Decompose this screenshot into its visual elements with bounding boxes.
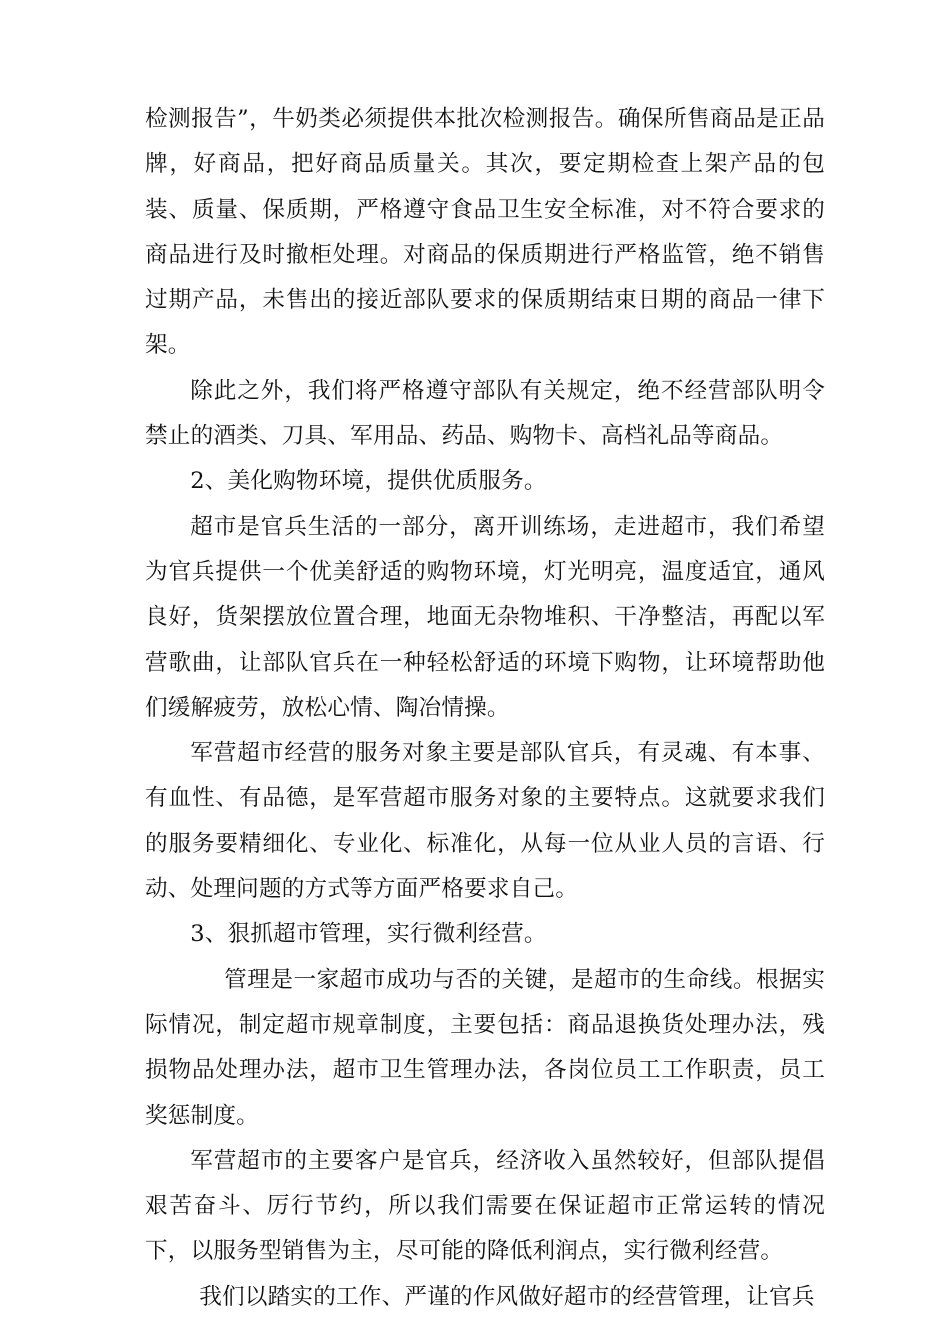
paragraph-quality-control: 检测报告”，牛奶类必须提供本批次检测报告。确保所售商品是正品牌，好商品，把好商品质量关。其次，要定期检查上架产品的包装、质量、保质期，严格遵守食品卫生安全标准，对不符合要求的商品进行及时撤柜处理。对商品的保质期进行严格监管，绝不销售过期产品，未售出的接近部队要求的保质期结束日期的商品一律下架。 bbox=[145, 106, 825, 359]
paragraph-prohibited-goods: 除此之外，我们将严格遵守部队有关规定，绝不经营部队明令禁止的酒类、刀具、军用品、药品、购物卡、高档礼品等商品。 bbox=[145, 377, 825, 450]
section-heading-management: 3、狠抓超市管理，实行微利经营。 bbox=[190, 921, 547, 948]
paragraph-shopping-environment: 超市是官兵生活的一部分，离开训练场，走进超市，我们希望为官兵提供一个优美舒适的购物环境，灯光明亮，温度适宜，通风良好，货架摆放位置合理，地面无杂物堆积、干净整洁，再配以军营歌曲，让部队官兵在一种轻松舒适的环境下购物，让环境帮助他们缓解疲劳，放松心情、陶冶情操。 bbox=[145, 513, 825, 721]
paragraph-management-rules: 管理是一家超市成功与否的关键，是超市的生命线。根据实际情况，制定超市规章制度，主要包括：商品退换货处理办法，残损物品处理办法，超市卫生管理办法，各岗位员工工作职责，员工奖惩制度。 bbox=[145, 966, 825, 1129]
paragraph-service-targets: 军营超市经营的服务对象主要是部队官兵，有灵魂、有本事、有血性、有品德，是军营超市服务对象的主要特点。这就要求我们的服务要精细化、专业化、标准化，从每一位从业人员的言语、行动、处理问题的方式等方面严格要求自己。 bbox=[145, 740, 825, 903]
paragraph-closing: 我们以踏实的工作、严谨的作风做好超市的经营管理，让官兵 bbox=[199, 1283, 815, 1310]
section-heading-environment: 2、美化购物环境，提供优质服务。 bbox=[190, 468, 547, 495]
paragraph-low-profit: 军营超市的主要客户是官兵，经济收入虽然较好，但部队提倡艰苦奋斗、厉行节约，所以我们需要在保证超市正常运转的情况下，以服务型销售为主，尽可能的降低利润点，实行微利经营。 bbox=[145, 1147, 825, 1265]
document-body bbox=[145, 97, 825, 1320]
